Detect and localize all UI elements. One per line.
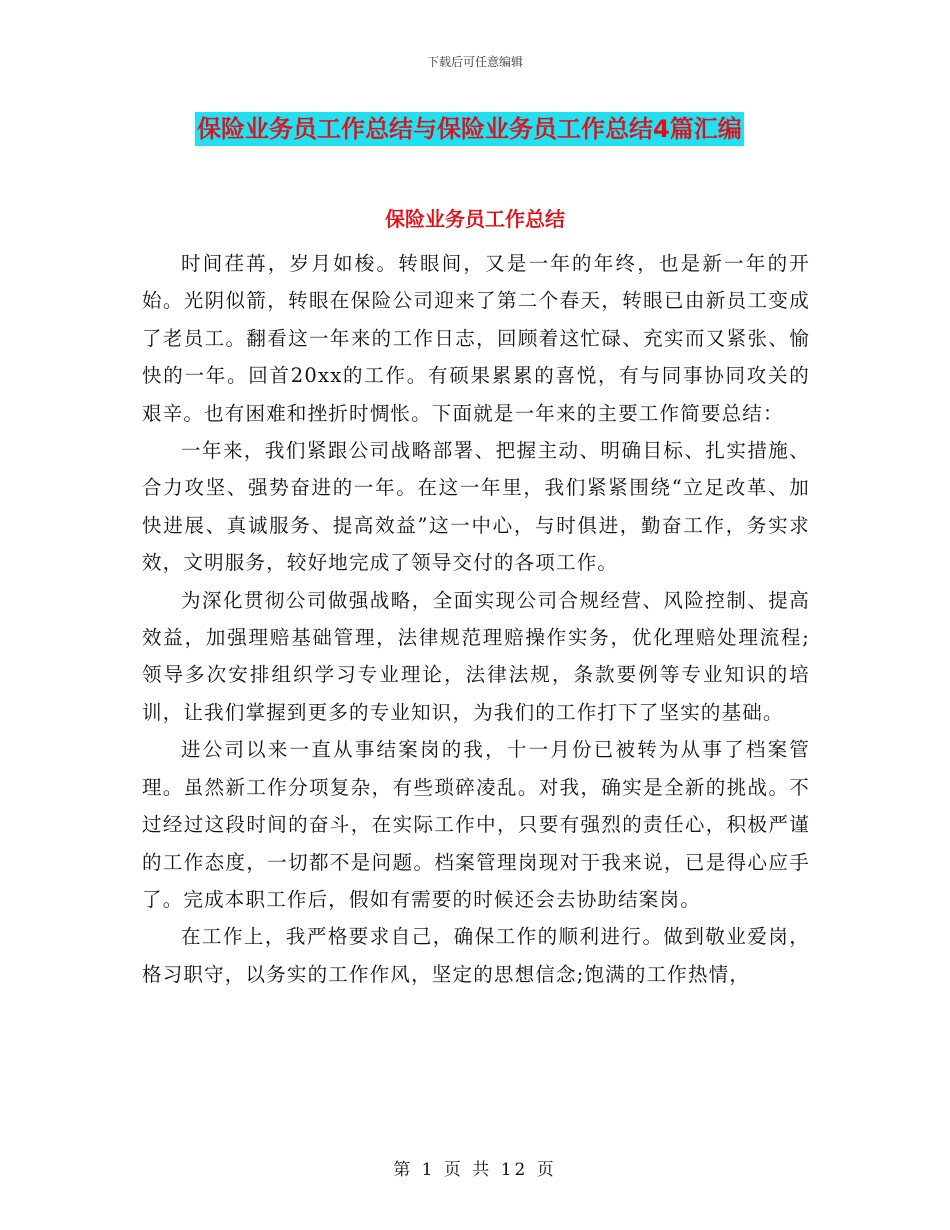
paragraph: 在工作上，我严格要求自己，确保工作的顺利进行。做到敬业爱岗，格习职守，以务实的工作作风，坚定的思想信念;饱满的工作热情，	[142, 925, 810, 986]
header-note: 下载后可任意编辑	[426, 55, 523, 69]
document-body	[142, 245, 810, 993]
page-indicator: 第 1 页 共 12 页	[393, 1160, 557, 1180]
section-title: 保险业务员工作总结	[385, 207, 565, 231]
document-title: 保险业务员工作总结与保险业务员工作总结4篇汇编	[195, 112, 744, 146]
paragraph: 时间荏苒，岁月如梭。转眼间，又是一年的年终，也是新一年的开始。光阴似箭，转眼在保险公司迎来了第二个春天，转眼已由新员工变成了老员工。翻看这一年来的工作日志，回顾着这忙碌、充实而又紧张、愉快的一年。回首20xx的工作。有硕果累累的喜悦，有与同事协同攻关的艰辛。也有困难和挫折时惆怅。下面就是一年来的主要工作简要总结：	[142, 252, 810, 425]
paragraph: 为深化贯彻公司做强战略，全面实现公司合规经营、风险控制、提高效益，加强理赔基础管理，法律规范理赔操作实务，优化理赔处理流程;领导多次安排组织学习专业理论，法律法规，条款要例等专业知识的培训，让我们掌握到更多的专业知识，为我们的工作打下了坚实的基础。	[142, 588, 810, 724]
paragraph: 一年来，我们紧跟公司战略部署、把握主动、明确目标、扎实措施、合力攻坚、强势奋进的一年。在这一年里，我们紧紧围绕“立足改革、加快进展、真诚服务、提高效益”这一中心，与时俱进，勤奋工作，务实求效，文明服务，较好地完成了领导交付的各项工作。	[142, 439, 810, 575]
paragraph: 进公司以来一直从事结案岗的我，十一月份已被转为从事了档案管理。虽然新工作分项复杂，有些琐碎凌乱。对我，确实是全新的挑战。不过经过这段时间的奋斗，在实际工作中，只要有强烈的责任心，积极严谨的工作态度，一切都不是问题。档案管理岗现对于我来说，已是得心应手了。完成本职工作后，假如有需要的时候还会去协助结案岗。	[142, 738, 810, 911]
